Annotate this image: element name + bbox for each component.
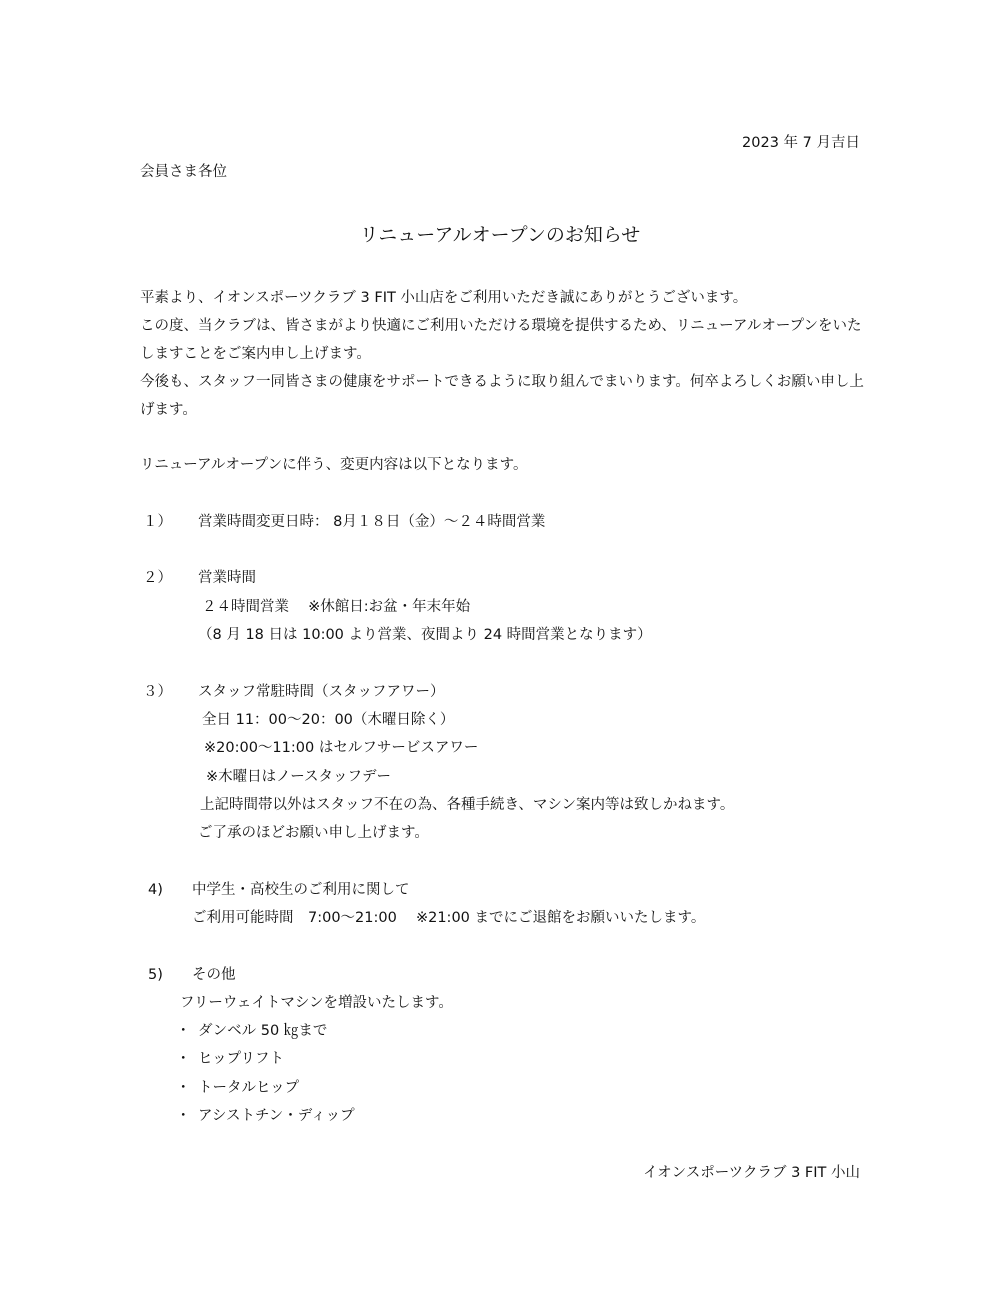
section-number: 4): [148, 882, 163, 898]
section-number: ２）: [143, 570, 172, 586]
section-heading: 中学生・高校生のご利用に関して: [192, 882, 410, 898]
bullet-mark: ・: [176, 1051, 191, 1067]
bullet-mark: ・: [176, 1080, 191, 1096]
bullet-mark: ・: [176, 1023, 191, 1039]
section-line: フリーウェイトマシンを増設いたします。: [180, 995, 453, 1011]
section-line: ご利用可能時間 7:00～21:00 ※21:00 までにご退館をお願いいたします。: [192, 910, 706, 926]
bullet-mark: ・: [176, 1108, 191, 1124]
section-line: （8 月 18 日は 10:00 より営業、夜間より 24 時間営業となります）: [198, 627, 652, 643]
lead-text: リニューアルオープンに伴う、変更内容は以下となります。: [140, 457, 528, 473]
document-title: リニューアルオープンのお知らせ: [359, 224, 641, 246]
section-line: 全日 11：00～20：00（木曜日除く）: [202, 712, 455, 728]
signature: イオンスポーツクラブ 3 FIT 小山: [643, 1165, 860, 1181]
section-number: 5): [148, 967, 163, 983]
section-number: １）: [143, 514, 172, 530]
section-heading: 営業時間変更日時： 8月１８日（金）～２４時間営業: [198, 514, 546, 530]
intro-paragraphs: [140, 284, 870, 424]
intro-paragraph: 今後も、スタッフ一同皆さまの健康をサポートできるように取り組んでまいります。何卒よろしくお願い申し上げます。: [140, 374, 864, 418]
section-line: ※木曜日はノースタッフデー: [206, 769, 391, 785]
intro-paragraph: 平素より、イオンスポーツクラブ 3 FIT 小山店をご利用いただき誠にありがとうございます。: [140, 290, 748, 306]
section-line: ※20:00～11:00 はセルフサービスアワー: [204, 740, 479, 756]
bullet-item: ヒップリフト: [198, 1051, 284, 1067]
section-heading: スタッフ常駐時間（スタッフアワー）: [198, 684, 445, 700]
bullet-item: トータルヒップ: [198, 1080, 300, 1096]
intro-paragraph: この度、当クラブは、皆さまがより快適にご利用いただける環境を提供するため、リニューアルオープンをいたしますことをご案内申し上げます。: [140, 318, 862, 362]
section-line: ２４時間営業 ※休館日:お盆・年末年始: [202, 599, 471, 615]
bullet-item: ダンベル 50 ㎏まで: [198, 1023, 328, 1039]
section-line: 上記時間帯以外はスタッフ不在の為、各種手続き、マシン案内等は致しかねます。: [200, 797, 735, 813]
document-date: 2023 年 7 月吉日: [742, 135, 860, 151]
section-line: ご了承のほどお願い申し上げます。: [198, 825, 429, 841]
section-number: ３）: [143, 684, 172, 700]
addressee: 会員さま各位: [140, 164, 227, 180]
section-heading: 営業時間: [198, 570, 256, 586]
section-heading: その他: [192, 967, 236, 983]
bullet-item: アシストチン・ディップ: [198, 1108, 355, 1124]
